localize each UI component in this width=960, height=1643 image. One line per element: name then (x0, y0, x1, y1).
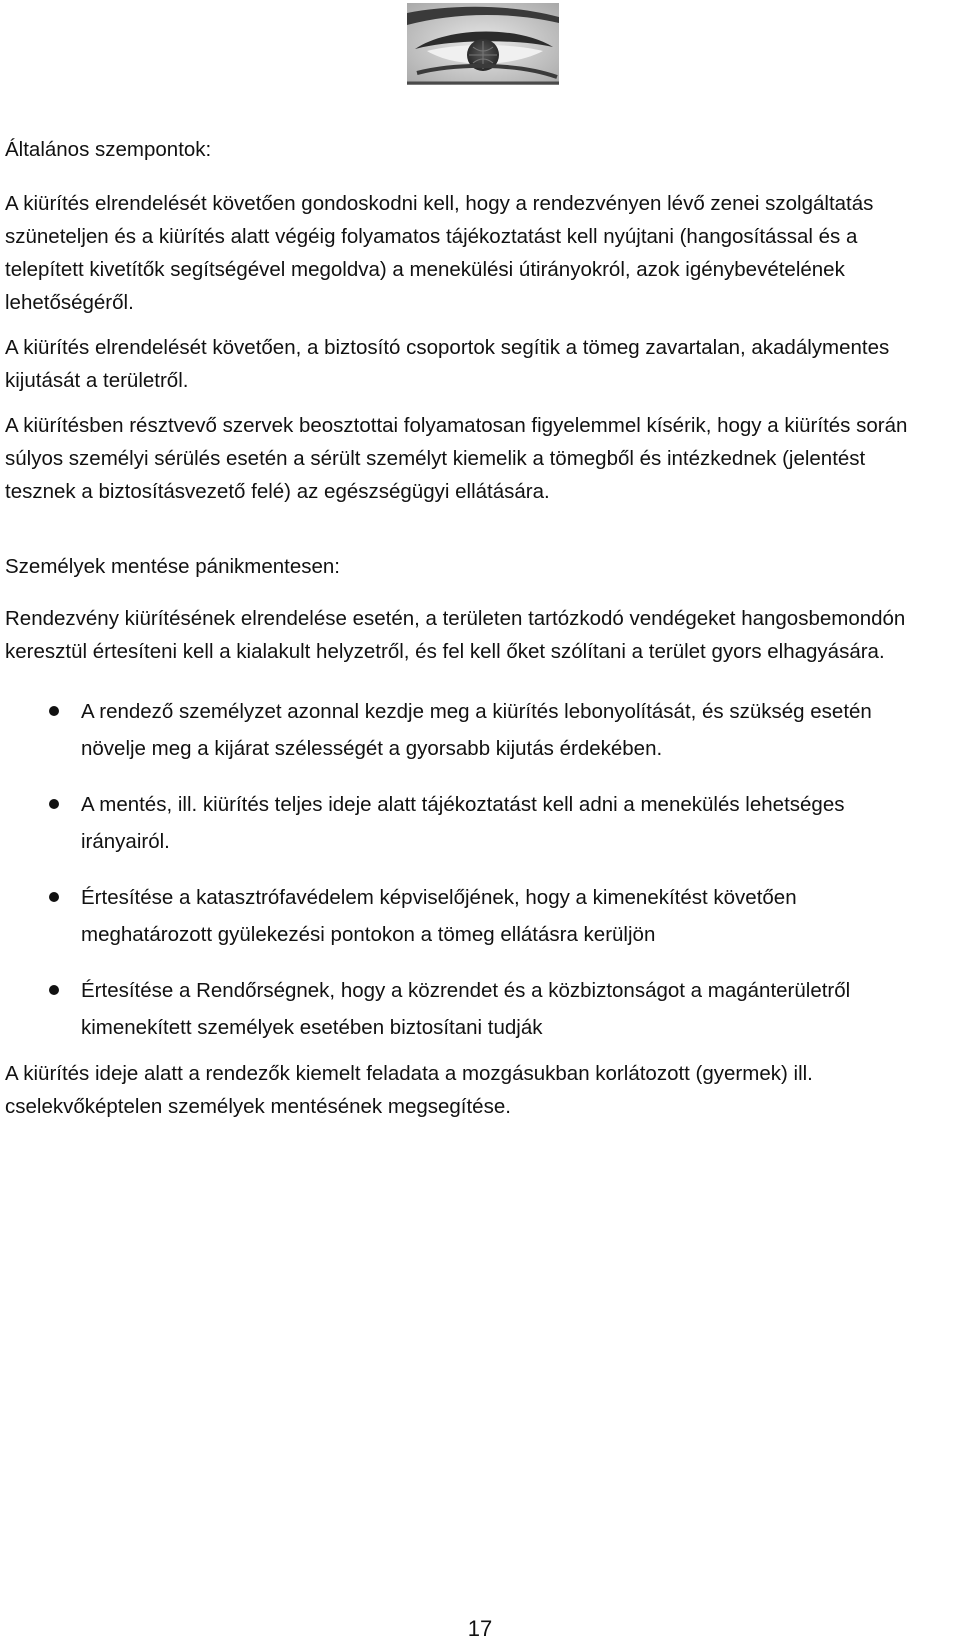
bullet-icon (49, 799, 59, 809)
eye-logo-icon (407, 3, 559, 85)
list-item (5, 693, 930, 767)
paragraph-4: Rendezvény kiürítésének elrendelése esetén, a területen tartózkodó vendégeket hangosbemondón keresztül értesíteni kell a kialakult helyzetről, és fel kell őket szólítani a terület gyors elhagyására. (5, 607, 906, 663)
list-item-text: A rendező személyzet azonnal kezdje meg a kiürítés lebonyolítását, és szükség esetén növelje meg a kijárat szélességét a gyorsabb kijutás érdekében. (81, 700, 872, 760)
list-item (5, 879, 930, 953)
paragraph-3: A kiürítésben résztvevő szervek beosztottai folyamatosan figyelemmel kísérik, hogy a kiürítés során súlyos személyi sérülés esetén a sérült személyt kiemelik a tömegből és intézkednek (jelentést tesznek a biztosításvezető felé) az egészségügyi ellátására. (5, 414, 908, 503)
document-body (5, 133, 930, 1144)
list-item-text: Értesítése a Rendőrségnek, hogy a közrendet és a közbiztonságot a magánterületről kimenekített személyek esetében biztosítani tudják (81, 979, 851, 1039)
list-item-text: Értesítése a katasztrófavédelem képviselőjének, hogy a kimenekítést követően meghatározott gyülekezési pontokon a tömeg ellátásra kerüljön (81, 886, 797, 946)
page-number: 17 (467, 1616, 493, 1641)
paragraph-5: A kiürítés ideje alatt a rendezők kiemelt feladata a mozgásukban korlátozott (gyermek) ill. cselekvőképtelen személyek mentésének megsegítése. (5, 1062, 813, 1118)
bullet-icon (49, 706, 59, 716)
section-heading-rescue: Személyek mentése pánikmentesen: (5, 555, 341, 578)
paragraph-1: A kiürítés elrendelését követően gondoskodni kell, hogy a rendezvényen lévő zenei szolgáltatás szüneteljen és a kiürítés alatt végéig folyamatos tájékoztatást kell nyújtani (hangosítással és a telepített kivetítők segítségével megoldva) a menekülési útirányokról, azok igénybevételének lehetőségéről. (5, 192, 874, 314)
bullet-list (5, 693, 930, 1046)
paragraph-2: A kiürítés elrendelését követően, a biztosító csoportok segítik a tömeg zavartalan, akadálymentes kijutását a területről. (5, 336, 890, 392)
list-item (5, 786, 930, 860)
list-item (5, 972, 930, 1046)
list-item-text: A mentés, ill. kiürítés teljes ideje alatt tájékoztatást kell adni a menekülés lehetséges irányairól. (81, 793, 845, 853)
section-heading-general: Általános szempontok: (5, 138, 212, 161)
bullet-icon (49, 892, 59, 902)
bullet-icon (49, 985, 59, 995)
